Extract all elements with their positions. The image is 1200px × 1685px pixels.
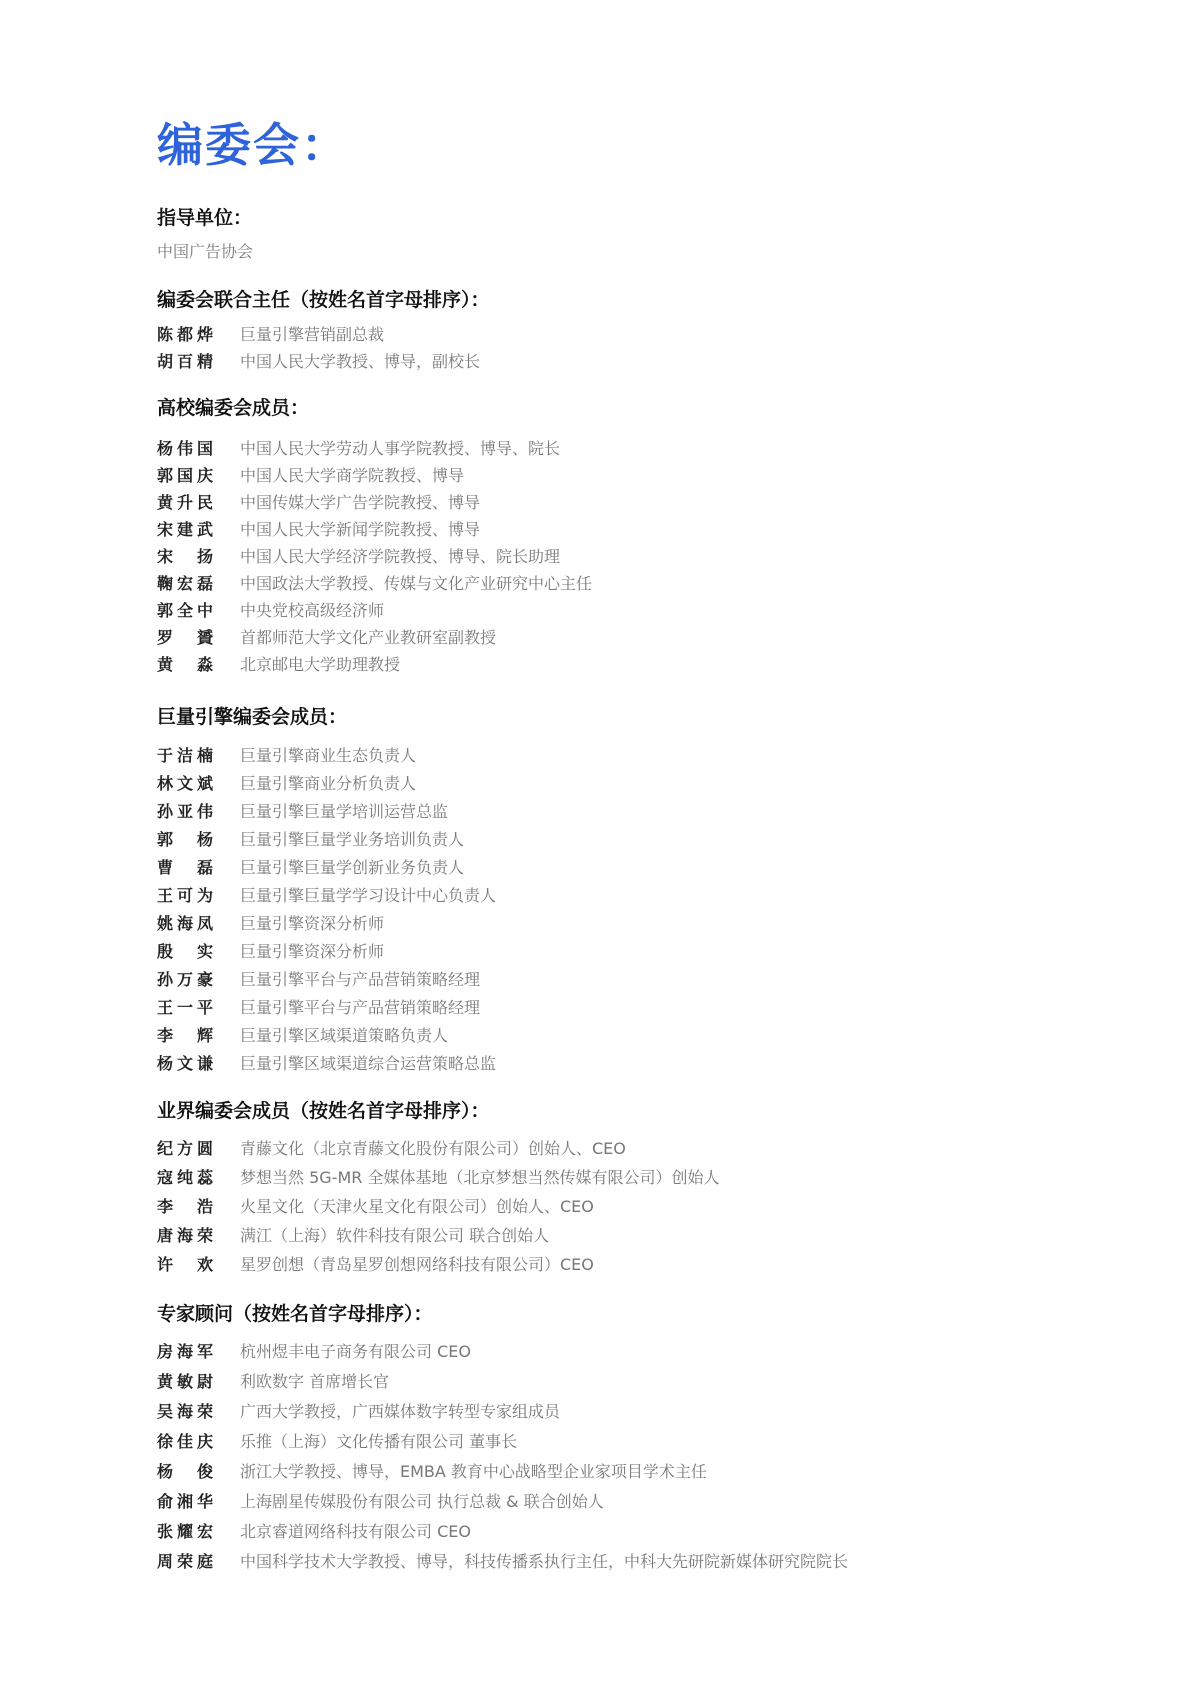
section-heading: 编委会联合主任（按姓名首字母排序）： bbox=[157, 289, 490, 311]
member-name: 许欢 bbox=[157, 1255, 213, 1274]
member-name: 吴海荣 bbox=[157, 1402, 213, 1421]
member-row bbox=[157, 1022, 1147, 1050]
section-advisors bbox=[157, 1299, 1147, 1577]
section-guidance bbox=[157, 203, 1147, 267]
member-row bbox=[157, 1547, 1147, 1577]
section-heading: 指导单位： bbox=[157, 207, 253, 229]
member-name: 纪方圆 bbox=[157, 1139, 213, 1158]
member-row bbox=[157, 1427, 1147, 1457]
member-name: 黄升民 bbox=[157, 493, 213, 512]
member-role: 巨量引擎资深分析师 bbox=[240, 914, 385, 933]
member-role: 中央党校高级经济师 bbox=[240, 601, 385, 620]
member-name: 杨文谦 bbox=[157, 1054, 213, 1073]
member-row bbox=[157, 597, 1147, 624]
member-role: 巨量引擎巨量学业务培训负责人 bbox=[240, 830, 465, 849]
member-row bbox=[157, 826, 1147, 854]
member-row bbox=[157, 321, 1147, 348]
member-list bbox=[157, 321, 1147, 375]
member-row bbox=[157, 570, 1147, 597]
member-role: 中国人民大学经济学院教授、博导、院长助理 bbox=[240, 547, 561, 566]
member-role: 中国人民大学教授、博导，副校长 bbox=[240, 352, 481, 371]
member-row bbox=[157, 489, 1147, 516]
member-role: 中国人民大学劳动人事学院教授、博导、院长 bbox=[240, 439, 561, 458]
member-row bbox=[157, 1192, 1147, 1221]
member-row bbox=[157, 994, 1147, 1022]
member-role: 首都师范大学文化产业教研室副教授 bbox=[240, 628, 497, 647]
member-role: 中国政法大学教授、传媒与文化产业研究中心主任 bbox=[240, 574, 593, 593]
member-name: 黄淼 bbox=[157, 655, 213, 674]
member-name: 孙亚伟 bbox=[157, 802, 213, 821]
member-row bbox=[157, 1517, 1147, 1547]
section-industry bbox=[157, 1096, 1147, 1279]
member-name: 周荣庭 bbox=[157, 1552, 213, 1571]
member-role: 巨量引擎平台与产品营销策略经理 bbox=[240, 970, 481, 989]
member-row bbox=[157, 1367, 1147, 1397]
member-row bbox=[157, 966, 1147, 994]
member-row bbox=[157, 1134, 1147, 1163]
member-row bbox=[157, 1050, 1147, 1078]
member-list bbox=[157, 1134, 1147, 1279]
member-role: 巨量引擎巨量学创新业务负责人 bbox=[240, 858, 465, 877]
member-role: 青藤文化（北京青藤文化股份有限公司）创始人、CEO bbox=[240, 1139, 626, 1158]
member-row bbox=[157, 770, 1147, 798]
section-university bbox=[157, 393, 1147, 678]
member-role: 巨量引擎营销副总裁 bbox=[240, 325, 385, 344]
member-name: 寇纯蕊 bbox=[157, 1168, 213, 1187]
member-row bbox=[157, 854, 1147, 882]
member-name: 胡百精 bbox=[157, 352, 213, 371]
member-role: 巨量引擎平台与产品营销策略经理 bbox=[240, 998, 481, 1017]
member-role: 巨量引擎商业生态负责人 bbox=[240, 746, 417, 765]
member-role: 巨量引擎商业分析负责人 bbox=[240, 774, 417, 793]
member-row bbox=[157, 348, 1147, 375]
member-name: 张耀宏 bbox=[157, 1522, 213, 1541]
member-role: 乐推（上海）文化传播有限公司 董事长 bbox=[240, 1432, 518, 1451]
member-row bbox=[157, 938, 1147, 966]
member-name: 林文斌 bbox=[157, 774, 213, 793]
member-name: 宋建武 bbox=[157, 520, 213, 539]
member-role: 中国人民大学新闻学院教授、博导 bbox=[240, 520, 481, 539]
member-row bbox=[157, 435, 1147, 462]
member-row bbox=[157, 651, 1147, 678]
section-co-directors bbox=[157, 285, 1147, 375]
member-name: 鞠宏磊 bbox=[157, 574, 213, 593]
member-row bbox=[157, 1250, 1147, 1279]
member-role: 火星文化（天津火星文化有限公司）创始人、CEO bbox=[240, 1197, 594, 1216]
member-role: 上海剧星传媒股份有限公司 执行总裁 & 联合创始人 bbox=[240, 1492, 604, 1511]
member-list bbox=[157, 435, 1147, 678]
member-row bbox=[157, 543, 1147, 570]
member-name: 房海军 bbox=[157, 1342, 213, 1361]
member-role: 巨量引擎区域渠道综合运营策略总监 bbox=[240, 1054, 497, 1073]
section-heading: 巨量引擎编委会成员： bbox=[157, 706, 348, 728]
member-name: 俞湘华 bbox=[157, 1492, 213, 1511]
member-name: 姚海凤 bbox=[157, 914, 213, 933]
member-name: 杨俊 bbox=[157, 1462, 213, 1481]
member-role: 杭州煜丰电子商务有限公司 CEO bbox=[240, 1342, 471, 1361]
member-row bbox=[157, 1487, 1147, 1517]
member-name: 李浩 bbox=[157, 1197, 213, 1216]
member-row bbox=[157, 910, 1147, 938]
member-name: 孙万豪 bbox=[157, 970, 213, 989]
member-name: 曹磊 bbox=[157, 858, 213, 877]
member-name: 于洁楠 bbox=[157, 746, 213, 765]
section-heading: 高校编委会成员： bbox=[157, 397, 310, 419]
member-name: 郭杨 bbox=[157, 830, 213, 849]
member-role: 北京邮电大学助理教授 bbox=[240, 655, 401, 674]
member-name: 宋扬 bbox=[157, 547, 213, 566]
member-role: 中国人民大学商学院教授、博导 bbox=[240, 466, 465, 485]
member-name: 王可为 bbox=[157, 886, 213, 905]
member-role: 浙江大学教授、博导，EMBA 教育中心战略型企业家项目学术主任 bbox=[240, 1462, 707, 1481]
member-name: 陈都烨 bbox=[157, 325, 213, 344]
member-role: 巨量引擎资深分析师 bbox=[240, 942, 385, 961]
member-name: 李辉 bbox=[157, 1026, 213, 1045]
member-row bbox=[157, 1397, 1147, 1427]
member-role: 利欧数字 首席增长官 bbox=[240, 1372, 390, 1391]
member-role: 星罗创想（青岛星罗创想网络科技有限公司）CEO bbox=[240, 1255, 594, 1274]
member-role: 巨量引擎巨量学培训运营总监 bbox=[240, 802, 449, 821]
member-row bbox=[157, 1221, 1147, 1250]
page-title: 编委会： bbox=[157, 118, 349, 172]
member-row bbox=[157, 516, 1147, 543]
member-list bbox=[157, 1337, 1147, 1577]
member-name: 杨伟国 bbox=[157, 439, 213, 458]
member-role: 北京睿道网络科技有限公司 CEO bbox=[240, 1522, 471, 1541]
member-list bbox=[157, 742, 1147, 1078]
section-heading: 专家顾问（按姓名首字母排序）： bbox=[157, 1303, 433, 1325]
section-ocean-engine bbox=[157, 702, 1147, 1078]
member-row bbox=[157, 882, 1147, 910]
member-role: 满江（上海）软件科技有限公司 联合创始人 bbox=[240, 1226, 550, 1245]
member-name: 王一平 bbox=[157, 998, 213, 1017]
member-name: 黄敏尉 bbox=[157, 1372, 213, 1391]
member-row bbox=[157, 1457, 1147, 1487]
member-row bbox=[157, 742, 1147, 770]
member-role: 梦想当然 5G-MR 全媒体基地（北京梦想当然传媒有限公司）创始人 bbox=[240, 1168, 720, 1187]
member-role: 巨量引擎巨量学学习设计中心负责人 bbox=[240, 886, 497, 905]
member-name: 殷实 bbox=[157, 942, 213, 961]
member-row bbox=[157, 1337, 1147, 1367]
member-row bbox=[157, 1163, 1147, 1192]
member-row bbox=[157, 624, 1147, 651]
editorial-board-page bbox=[157, 110, 1147, 1577]
member-name: 郭国庆 bbox=[157, 466, 213, 485]
guidance-unit: 中国广告协会 bbox=[157, 242, 254, 261]
member-row bbox=[157, 462, 1147, 489]
member-role: 中国传媒大学广告学院教授、博导 bbox=[240, 493, 481, 512]
member-name: 罗贇 bbox=[157, 628, 213, 647]
member-name: 徐佳庆 bbox=[157, 1432, 213, 1451]
member-role: 广西大学教授，广西媒体数字转型专家组成员 bbox=[240, 1402, 561, 1421]
member-name: 唐海荣 bbox=[157, 1226, 213, 1245]
member-name: 郭全中 bbox=[157, 601, 213, 620]
member-role: 中国科学技术大学教授、博导，科技传播系执行主任，中科大先研院新媒体研究院院长 bbox=[240, 1552, 849, 1571]
section-heading: 业界编委会成员（按姓名首字母排序）： bbox=[157, 1100, 490, 1122]
member-row bbox=[157, 798, 1147, 826]
member-role: 巨量引擎区域渠道策略负责人 bbox=[240, 1026, 449, 1045]
